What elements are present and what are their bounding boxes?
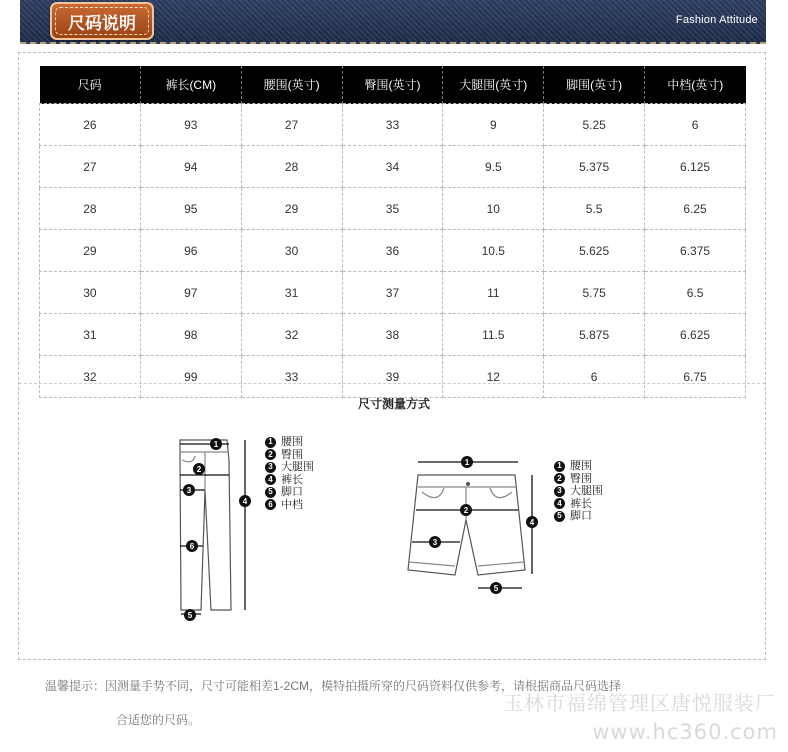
pants-diagram-icon [165,430,265,630]
svg-text:3: 3 [432,538,438,547]
table-cell: 32 [241,314,342,356]
notice-line-1: 温馨提示：因测量手势不同，尺寸可能相差1-2CM，模特拍摄所穿的尺码资料仅供参考，请根据商品尺码选择 [45,679,622,693]
table-cell: 32 [40,356,141,398]
legend-item [265,461,314,473]
table-cell: 11.5 [443,314,544,356]
table-cell: 28 [241,146,342,188]
svg-text:1: 1 [464,458,470,467]
table-cell: 30 [241,230,342,272]
table-cell: 10.5 [443,230,544,272]
table-cell: 35 [342,188,443,230]
table-cell: 5.25 [544,104,645,146]
svg-text:4: 4 [529,518,535,527]
legend-item [554,460,603,472]
legend-label: 脚口 [281,486,303,498]
legend-item [554,473,603,485]
table-cell: 10 [443,188,544,230]
table-cell: 99 [140,356,241,398]
legend-label: 腰围 [570,460,592,472]
legend-label: 裤长 [570,497,592,510]
column-header: 裤长(CM) [140,66,241,104]
shorts-legend [554,460,603,523]
table-cell: 93 [140,104,241,146]
svg-text:5: 5 [187,611,193,620]
legend-label: 大腿围 [570,485,603,497]
table-cell: 36 [342,230,443,272]
legend-label: 中档 [281,498,303,511]
table-cell: 5.75 [544,272,645,314]
table-cell: 38 [342,314,443,356]
legend-number: 5 [265,487,276,498]
table-row [40,146,746,188]
table-cell: 95 [140,188,241,230]
shorts-diagram-icon [400,450,550,600]
legend-label: 臀围 [281,448,303,461]
size-guide-title: 尺码说明 [68,13,136,33]
column-header: 腰围(英寸) [241,66,342,104]
table-row [40,188,746,230]
legend-number: 4 [554,498,565,509]
header-banner [20,0,766,44]
legend-item [265,474,314,486]
legend-number: 6 [265,499,276,510]
table-cell: 31 [241,272,342,314]
legend-item [554,485,603,497]
table-cell: 29 [40,230,141,272]
table-cell: 5.375 [544,146,645,188]
table-cell: 34 [342,146,443,188]
column-header: 中档(英寸) [645,66,746,104]
table-cell: 96 [140,230,241,272]
legend-item [265,486,314,498]
legend-label: 腰围 [281,436,303,448]
size-guide-tag [50,2,154,40]
table-cell: 5.875 [544,314,645,356]
svg-text:2: 2 [196,465,202,474]
table-cell: 11 [443,272,544,314]
table-cell: 29 [241,188,342,230]
table-cell: 6.5 [645,272,746,314]
legend-item [265,499,314,511]
svg-text:5: 5 [493,584,499,593]
svg-text:3: 3 [186,486,192,495]
legend-item [265,436,314,448]
column-header: 尺码 [40,66,141,104]
table-cell: 12 [443,356,544,398]
table-cell: 6.125 [645,146,746,188]
table-cell: 39 [342,356,443,398]
table-cell: 9 [443,104,544,146]
table-cell: 6.25 [645,188,746,230]
legend-number: 4 [265,474,276,485]
table-cell: 30 [40,272,141,314]
svg-text:2: 2 [463,506,469,515]
legend-label: 裤长 [281,473,303,486]
watermark-url: www.hc360.com [592,720,778,744]
table-cell: 26 [40,104,141,146]
legend-number: 2 [554,473,565,484]
legend-number: 2 [265,449,276,460]
table-row [40,314,746,356]
column-header: 脚围(英寸) [544,66,645,104]
table-row [40,104,746,146]
legend-label: 大腿围 [281,461,314,473]
table-body [40,104,746,398]
watermark-company: 玉林市福绵管理区唐悦服装厂 [503,691,776,715]
table-header-row [40,66,746,104]
legend-label: 臀围 [570,472,592,485]
table-cell: 97 [140,272,241,314]
svg-text:1: 1 [213,440,219,449]
legend-number: 5 [554,511,565,522]
svg-text:6: 6 [189,542,195,551]
legend-number: 3 [554,486,565,497]
notice-line-2: 合适您的尺码。 [116,713,201,727]
table-cell: 9.5 [443,146,544,188]
table-cell: 37 [342,272,443,314]
fashion-attitude-text: Fashion Attitude [675,14,758,26]
table-row [40,272,746,314]
legend-item [554,510,603,522]
pants-legend [265,436,314,511]
legend-number: 1 [265,437,276,448]
table-cell: 5.625 [544,230,645,272]
table-cell: 6 [645,104,746,146]
table-cell: 33 [241,356,342,398]
table-cell: 6 [544,356,645,398]
size-table [39,66,746,398]
table-cell: 6.625 [645,314,746,356]
table-cell: 27 [241,104,342,146]
table-cell: 98 [140,314,241,356]
measurement-method-title: 尺寸测量方式 [357,397,430,411]
legend-item [265,449,314,461]
table-cell: 28 [40,188,141,230]
column-header: 大腿围(英寸) [443,66,544,104]
legend-item [554,498,603,510]
column-header: 臀围(英寸) [342,66,443,104]
table-row [40,230,746,272]
table-cell: 5.5 [544,188,645,230]
table-cell: 27 [40,146,141,188]
table-cell: 33 [342,104,443,146]
table-cell: 94 [140,146,241,188]
legend-number: 1 [554,461,565,472]
svg-text:4: 4 [242,497,248,506]
table-row [40,356,746,398]
legend-number: 3 [265,462,276,473]
table-cell: 6.75 [645,356,746,398]
table-cell: 6.375 [645,230,746,272]
legend-label: 脚口 [570,510,592,522]
table-cell: 31 [40,314,141,356]
